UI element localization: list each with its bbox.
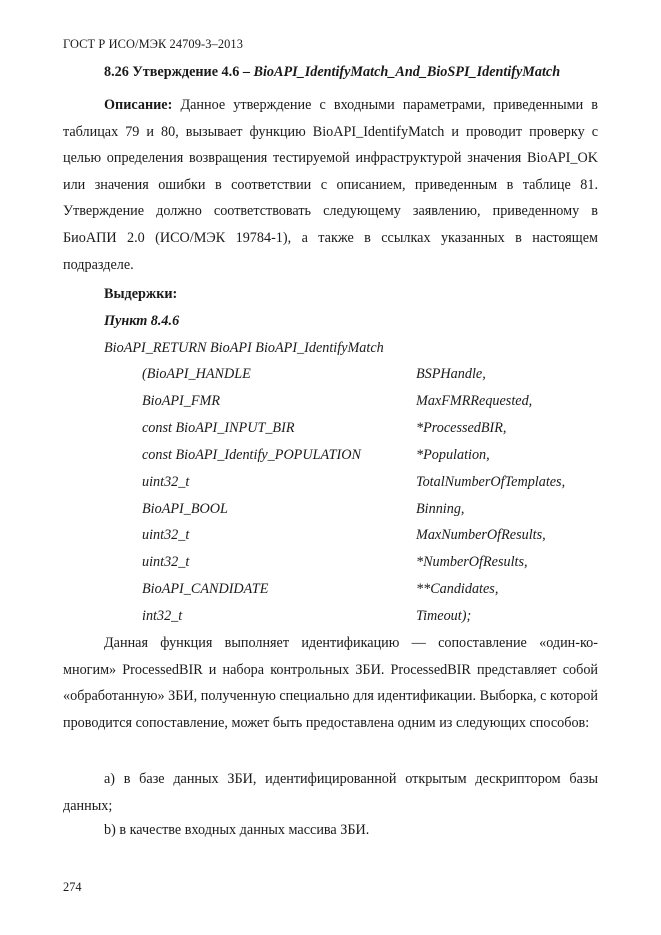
body-paragraph-text: Данная функция выполняет идентификацию — сопоставление «один-ко-многим» ProcessedBIR и набора контрольных ЗБИ. ProcessedBIR представляет собой «обработанную» ЗБИ, полученную специально для идентификации. Выборка, с которой проводится сопоставление, может быть предоставлена одним из следующих способов:: [63, 635, 598, 731]
param-type: uint32_t: [142, 554, 190, 570]
param-type: (BioAPI_HANDLE: [142, 366, 251, 382]
description-text: Данное утверждение с входными параметрами, приведенными в таблицах 79 и 80, вызывает функцию BioAPI_IdentifyMatch и проводит проверку с целью определения возвращения тестируемой инфраструктурой значения BioAPI_OK или значения ошибки в соответствии с описанием, приведенным в таблице 81. Утверждение должно соответствовать следующему заявлению, приведенному в БиоАПИ 2.0 (ИСО/МЭК 19784-1), а также в ссылках указанных в настоящем подразделе.: [63, 97, 598, 273]
param-type: BioAPI_CANDIDATE: [142, 581, 269, 597]
param-name: *Population,: [416, 447, 490, 463]
param-name: BSPHandle,: [416, 366, 486, 382]
param-name: MaxFMRRequested,: [416, 393, 533, 409]
param-name: Binning,: [416, 501, 465, 517]
standard-header: ГОСТ Р ИСО/МЭК 24709-3–2013: [63, 37, 244, 51]
excerpts-label: Выдержки:: [104, 286, 178, 302]
function-signature: BioAPI_RETURN BioAPI BioAPI_IdentifyMatch: [104, 340, 384, 356]
param-name: *ProcessedBIR,: [416, 420, 507, 436]
param-name: *NumberOfResults,: [416, 554, 528, 570]
param-type: int32_t: [142, 608, 183, 624]
param-type: uint32_t: [142, 474, 190, 490]
description-paragraph: [63, 92, 598, 278]
param-name: TotalNumberOfTemplates,: [416, 474, 566, 490]
list-item-b: b) в качестве входных данных массива ЗБИ.: [104, 822, 370, 838]
body-paragraph: [63, 630, 598, 736]
page-number: 274: [63, 880, 82, 894]
section-heading: [104, 64, 560, 81]
param-name: **Candidates,: [416, 581, 499, 597]
param-type: const BioAPI_Identify_POPULATION: [142, 447, 361, 463]
param-type: const BioAPI_INPUT_BIR: [142, 420, 295, 436]
list-item-a-text: a) в базе данных ЗБИ, идентифицированной открытым дескриптором базы данных;: [63, 771, 598, 814]
param-type: BioAPI_BOOL: [142, 501, 228, 517]
param-name: MaxNumberOfResults,: [416, 527, 546, 543]
clause-label: Пункт 8.4.6: [104, 313, 180, 329]
section-function-title: BioAPI_IdentifyMatch_And_BioSPI_IdentifyMatch: [253, 64, 561, 80]
param-type: uint32_t: [142, 527, 190, 543]
param-name: Timeout);: [416, 608, 472, 624]
description-label: Описание:: [104, 97, 173, 113]
param-type: BioAPI_FMR: [142, 393, 221, 409]
section-number-title: 8.26 Утверждение 4.6 –: [104, 64, 254, 80]
list-item-a: [63, 766, 598, 819]
